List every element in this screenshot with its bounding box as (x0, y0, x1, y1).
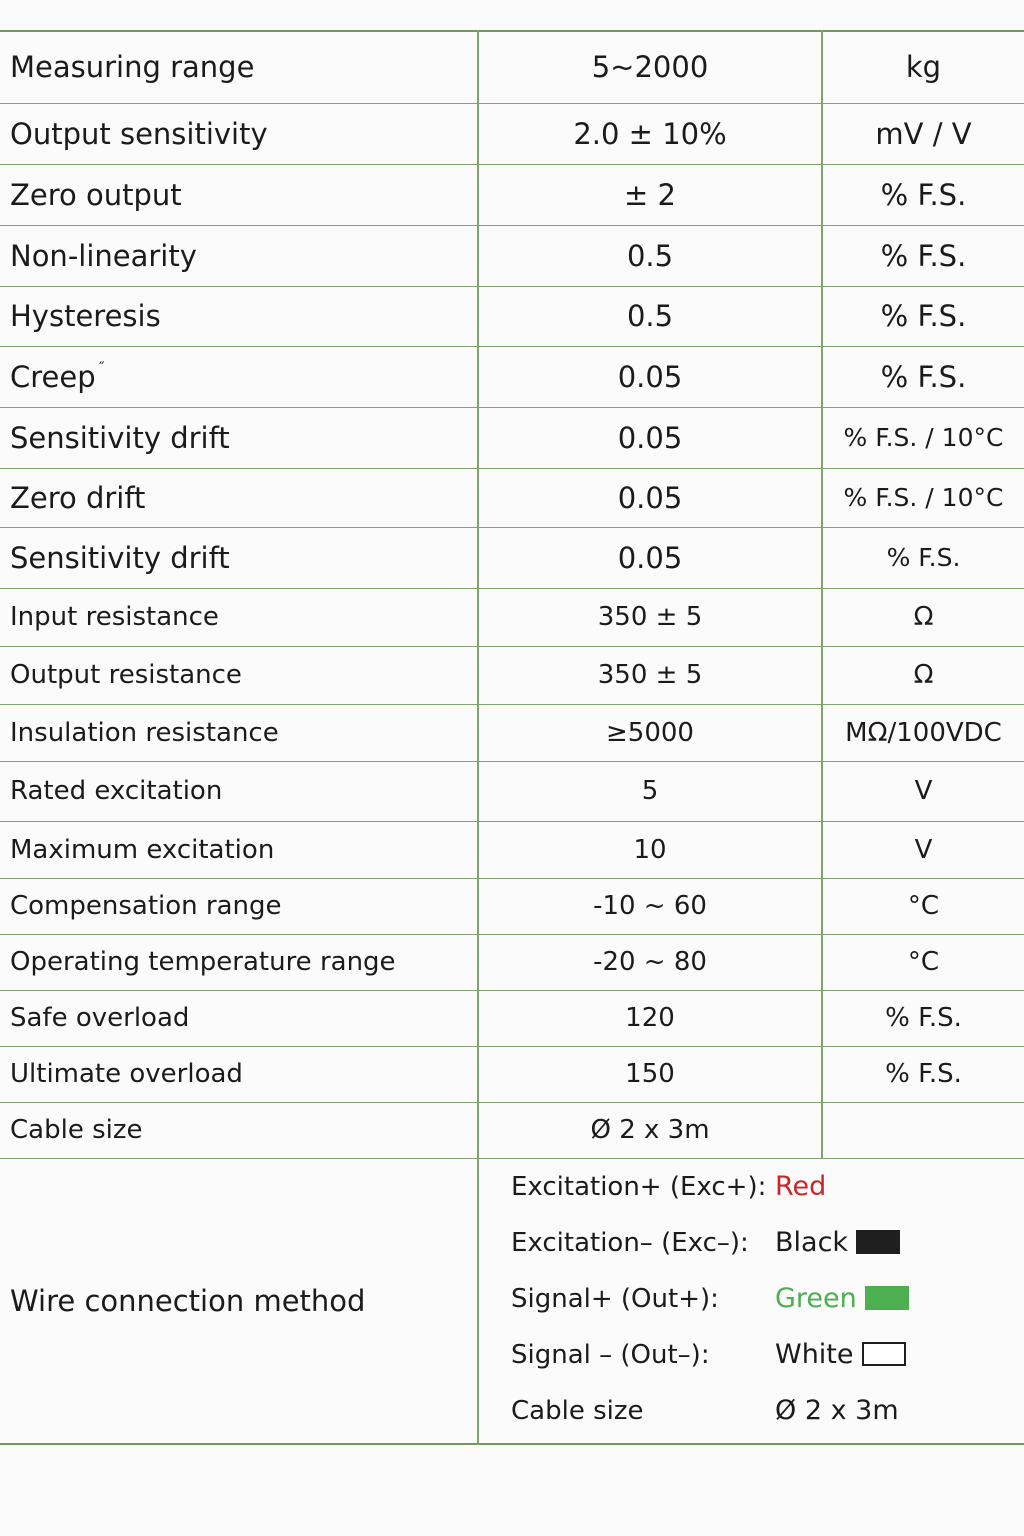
table-row (0, 878, 1024, 934)
param-unit: % F.S. (822, 527, 1024, 588)
param-unit: °C (822, 878, 1024, 934)
param-value: 150 (478, 1046, 822, 1102)
param-unit: Ω (822, 588, 1024, 646)
param-name: Non-linearity (0, 225, 478, 286)
param-name: Zero output (0, 164, 478, 225)
table-row (0, 527, 1024, 588)
black-swatch-icon (856, 1230, 900, 1254)
param-unit: % F.S. (822, 346, 1024, 407)
param-name: Output sensitivity (0, 103, 478, 164)
wire-color: Ø 2 x 3m (775, 1395, 899, 1426)
table-row (0, 990, 1024, 1046)
param-name: Sensitivity drift (0, 527, 478, 588)
param-name: Compensation range (0, 878, 478, 934)
param-name: Hysteresis (0, 286, 478, 346)
wire-color: White (775, 1339, 854, 1370)
param-name: Zero drift (0, 468, 478, 527)
wire-table (479, 1159, 1024, 1439)
param-unit: % F.S. / 10°C (822, 468, 1024, 527)
param-name: Output resistance (0, 646, 478, 704)
table-row (0, 1102, 1024, 1158)
param-unit: % F.S. (822, 225, 1024, 286)
table-row (0, 286, 1024, 346)
specification-table (0, 30, 1024, 1445)
param-name: Insulation resistance (0, 704, 478, 761)
wire-color: Red (775, 1171, 827, 1202)
param-name: Input resistance (0, 588, 478, 646)
table-row (0, 346, 1024, 407)
param-value: 5~2000 (478, 31, 822, 103)
param-unit: % F.S. (822, 286, 1024, 346)
wire-label: Cable size (511, 1395, 644, 1426)
table-row (0, 31, 1024, 103)
param-value: 120 (478, 990, 822, 1046)
param-value: 0.5 (478, 225, 822, 286)
table-row (0, 103, 1024, 164)
param-name: Creep (10, 359, 96, 394)
wire-label: Excitation+ (Exc+): (511, 1171, 767, 1202)
spec-rows (0, 31, 1024, 1444)
table-row (0, 646, 1024, 704)
wire-connection-details (478, 1158, 1024, 1444)
param-unit: Ω (822, 646, 1024, 704)
green-swatch-icon (865, 1286, 909, 1310)
param-name: Ultimate overload (0, 1046, 478, 1102)
param-value: 350 ± 5 (478, 646, 822, 704)
table-row (0, 407, 1024, 468)
param-name: Maximum excitation (0, 821, 478, 878)
param-value: 0.05 (478, 407, 822, 468)
param-name: Cable size (0, 1102, 478, 1158)
table-row (0, 225, 1024, 286)
param-name-cell (0, 346, 478, 407)
param-name: Measuring range (0, 31, 478, 103)
table-row (0, 821, 1024, 878)
param-unit: % F.S. (822, 164, 1024, 225)
param-name: Operating temperature range (0, 934, 478, 990)
param-name: Safe overload (0, 990, 478, 1046)
param-value: 0.05 (478, 468, 822, 527)
param-value: 0.05 (478, 346, 822, 407)
wire-row (479, 1271, 1024, 1327)
wire-color-cell (775, 1271, 1024, 1327)
wire-color-cell (775, 1383, 1024, 1439)
param-value: 350 ± 5 (478, 588, 822, 646)
table-row (0, 468, 1024, 527)
param-value: -10 ~ 60 (478, 878, 822, 934)
param-value: ≥5000 (478, 704, 822, 761)
wire-row (479, 1327, 1024, 1383)
param-value: 0.5 (478, 286, 822, 346)
table-row (0, 761, 1024, 821)
param-name: Rated excitation (0, 761, 478, 821)
param-name: Sensitivity drift (0, 407, 478, 468)
wire-label: Signal+ (Out+): (511, 1283, 719, 1314)
wire-label: Excitation– (Exc–): (511, 1227, 749, 1258)
footnote-mark-icon: ˝ (97, 360, 105, 377)
wire-connection-row (0, 1158, 1024, 1444)
wire-color-cell (775, 1159, 1024, 1215)
param-unit: MΩ/100VDC (822, 704, 1024, 761)
param-unit: °C (822, 934, 1024, 990)
param-unit: % F.S. / 10°C (822, 407, 1024, 468)
param-value: 10 (478, 821, 822, 878)
param-unit: % F.S. (822, 990, 1024, 1046)
wire-row (479, 1215, 1024, 1271)
param-unit: kg (822, 31, 1024, 103)
param-unit: V (822, 761, 1024, 821)
wire-connection-label: Wire connection method (0, 1158, 478, 1444)
wire-label: Signal – (Out–): (511, 1339, 710, 1370)
table-row (0, 704, 1024, 761)
white-swatch-icon (862, 1342, 906, 1366)
param-unit (822, 1102, 1024, 1158)
param-value: 2.0 ± 10% (478, 103, 822, 164)
param-value: 0.05 (478, 527, 822, 588)
param-value: 5 (478, 761, 822, 821)
param-unit: % F.S. (822, 1046, 1024, 1102)
table-row (0, 164, 1024, 225)
table-row (0, 934, 1024, 990)
param-value: Ø 2 x 3m (478, 1102, 822, 1158)
wire-color-cell (775, 1327, 1024, 1383)
wire-color-cell (775, 1215, 1024, 1271)
table-row (0, 588, 1024, 646)
param-value: ± 2 (478, 164, 822, 225)
wire-color: Black (775, 1227, 849, 1258)
wire-row (479, 1159, 1024, 1215)
param-unit: V (822, 821, 1024, 878)
wire-row (479, 1383, 1024, 1439)
param-value: -20 ~ 80 (478, 934, 822, 990)
table-row (0, 1046, 1024, 1102)
wire-color: Green (775, 1283, 857, 1314)
param-unit: mV / V (822, 103, 1024, 164)
